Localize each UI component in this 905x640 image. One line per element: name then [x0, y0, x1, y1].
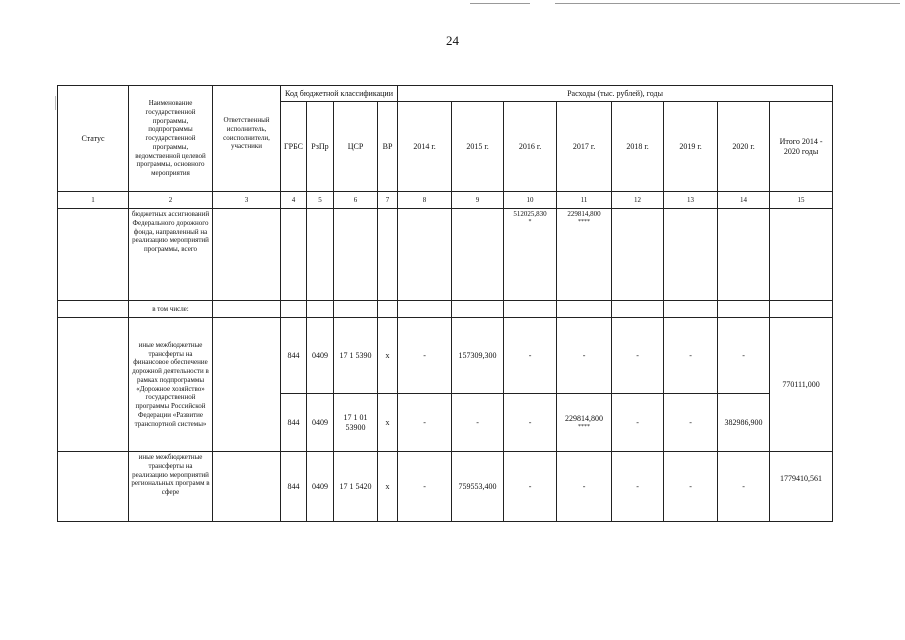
- header-vr: ВР: [378, 102, 398, 192]
- status-cell: [58, 318, 129, 452]
- rzpr-cell: [307, 301, 334, 318]
- header-2020: 2020 г.: [718, 102, 770, 192]
- header-grbs: ГРБС: [281, 102, 307, 192]
- grbs-cell: 844: [281, 394, 307, 452]
- column-numbers-row: [58, 192, 833, 209]
- header-name: Наименование государственной программы, подпрограммы государственной программы, ведомственной целевой программы, основного мероприятия: [129, 86, 213, 192]
- column-number: 3: [213, 192, 281, 209]
- y2020-cell: -: [718, 318, 770, 394]
- y2014-cell: [398, 301, 452, 318]
- header-2016: 2016 г.: [504, 102, 557, 192]
- y2020-cell: [718, 209, 770, 301]
- y2020-cell: 382986,900: [718, 394, 770, 452]
- y2020-cell: -: [718, 452, 770, 522]
- responsible-cell: [213, 301, 281, 318]
- table-row-transfer-b: [58, 452, 833, 522]
- top-rule-right: [555, 3, 900, 4]
- total-cell: [770, 209, 833, 301]
- responsible-cell: [213, 318, 281, 452]
- total-cell: 770111,000: [770, 318, 833, 452]
- header-2017: 2017 г.: [557, 102, 612, 192]
- grbs-cell: 844: [281, 318, 307, 394]
- y2016-cell: [504, 209, 557, 301]
- y2019-cell: -: [664, 452, 718, 522]
- column-number: 7: [378, 192, 398, 209]
- y2020-cell: [718, 301, 770, 318]
- rzpr-cell: [307, 209, 334, 301]
- csr-cell: 17 1 5390: [334, 318, 378, 394]
- csr-cell: 17 1 01 53900: [334, 394, 378, 452]
- header-csr: ЦСР: [334, 102, 378, 192]
- column-number: 5: [307, 192, 334, 209]
- responsible-cell: [213, 209, 281, 301]
- top-rule-left: [470, 3, 530, 4]
- grbs-cell: [281, 209, 307, 301]
- y2014-cell: [398, 209, 452, 301]
- responsible-cell: [213, 452, 281, 522]
- note-2017: ****: [578, 423, 591, 430]
- y2015-cell: -: [452, 394, 504, 452]
- csr-cell: 17 1 5420: [334, 452, 378, 522]
- column-number: 12: [612, 192, 664, 209]
- y2018-cell: [612, 209, 664, 301]
- vr-cell: х: [378, 394, 398, 452]
- budget-table: [57, 85, 833, 522]
- header-2019: 2019 г.: [664, 102, 718, 192]
- y2018-cell: -: [612, 452, 664, 522]
- margin-mark: [55, 96, 56, 110]
- y2019-cell: -: [664, 394, 718, 452]
- column-number: 11: [557, 192, 612, 209]
- vr-cell: х: [378, 318, 398, 394]
- csr-cell: [334, 209, 378, 301]
- y2014-cell: -: [398, 452, 452, 522]
- total-cell: [770, 301, 833, 318]
- y2017-cell: -: [557, 452, 612, 522]
- y2019-cell: [664, 301, 718, 318]
- y2016-cell: [504, 301, 557, 318]
- row-name: бюджетных ассигнований Федерального дорожного фонда, направленный на реализацию мероприятий программы, всего: [129, 209, 213, 301]
- vr-cell: х: [378, 452, 398, 522]
- header-responsible: [213, 86, 281, 192]
- status-cell: [58, 301, 129, 318]
- column-number: 10: [504, 192, 557, 209]
- y2018-cell: [612, 301, 664, 318]
- column-number: 4: [281, 192, 307, 209]
- column-number: 8: [398, 192, 452, 209]
- row-name: в том числе:: [129, 301, 213, 318]
- y2017-cell: [557, 301, 612, 318]
- y2018-cell: -: [612, 394, 664, 452]
- rzpr-cell: 0409: [307, 394, 334, 452]
- column-number: 1: [58, 192, 129, 209]
- value-2017: 229814,800: [567, 210, 601, 218]
- row-name: иные межбюджетные трансферты на реализацию мероприятий региональных программ в сфере: [129, 452, 213, 522]
- table-row-including: [58, 301, 833, 318]
- column-number: 15: [770, 192, 833, 209]
- status-cell: [58, 452, 129, 522]
- header-2018: 2018 г.: [612, 102, 664, 192]
- y2015-cell: [452, 301, 504, 318]
- column-number: 9: [452, 192, 504, 209]
- value-2016: 512025,830: [513, 210, 547, 218]
- y2016-cell: -: [504, 452, 557, 522]
- y2018-cell: -: [612, 318, 664, 394]
- header-expenses: Расходы (тыс. рублей), годы: [398, 86, 833, 102]
- column-number: 2: [129, 192, 213, 209]
- header-2015: 2015 г.: [452, 102, 504, 192]
- vr-cell: [378, 301, 398, 318]
- status-cell: [58, 209, 129, 301]
- header-row-1: [58, 86, 833, 102]
- y2015-cell: 157309,300: [452, 318, 504, 394]
- vr-cell: [378, 209, 398, 301]
- rzpr-cell: 0409: [307, 452, 334, 522]
- y2019-cell: -: [664, 318, 718, 394]
- table-row-transfer-a-1: [58, 318, 833, 394]
- y2016-cell: -: [504, 318, 557, 394]
- y2019-cell: [664, 209, 718, 301]
- y2016-cell: -: [504, 394, 557, 452]
- header-rzpr: РзПр: [307, 102, 334, 192]
- table-row-budget-total: [58, 209, 833, 301]
- header-2014: 2014 г.: [398, 102, 452, 192]
- column-number: 14: [718, 192, 770, 209]
- note-2017: ****: [578, 218, 591, 225]
- header-status: Статус: [58, 86, 129, 192]
- header-total: Итого 2014 - 2020 годы: [770, 102, 833, 192]
- note-2016: *: [528, 218, 532, 225]
- y2015-cell: [452, 209, 504, 301]
- y2014-cell: -: [398, 318, 452, 394]
- page-number: 24: [446, 33, 459, 48]
- y2014-cell: -: [398, 394, 452, 452]
- row-name: иные межбюджетные трансферты на финансовое обеспечение дорожной деятельности в рамках подпрограммы «Дорожное хозяйство» государственной программы Российской Федерации «Развитие транспортной системы»: [129, 318, 213, 452]
- grbs-cell: 844: [281, 452, 307, 522]
- header-responsible-text: Ответственный исполнитель, соисполнители, участники: [223, 116, 270, 151]
- column-number: 13: [664, 192, 718, 209]
- y2015-cell: 759553,400: [452, 452, 504, 522]
- csr-cell: [334, 301, 378, 318]
- header-budget-code: Код бюджетной классификации: [281, 86, 398, 102]
- y2017-cell: [557, 209, 612, 301]
- column-number: 6: [334, 192, 378, 209]
- y2017-cell: [557, 394, 612, 452]
- value-2017: 229814,800: [565, 413, 604, 423]
- total-cell: 1779410,561: [770, 452, 833, 522]
- grbs-cell: [281, 301, 307, 318]
- rzpr-cell: 0409: [307, 318, 334, 394]
- y2017-cell: -: [557, 318, 612, 394]
